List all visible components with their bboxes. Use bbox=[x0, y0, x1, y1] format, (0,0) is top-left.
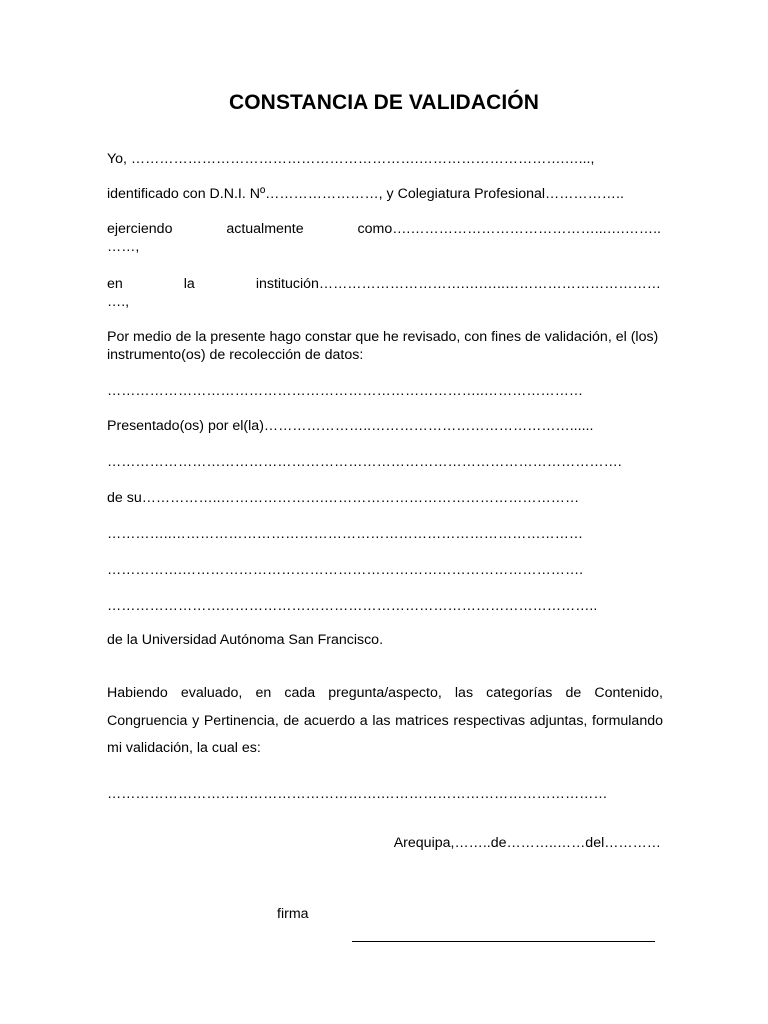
line-universidad: de la Universidad Autónoma San Francisco. bbox=[107, 632, 384, 648]
dotted-line-5: ………………………………………………………………………………………….. bbox=[107, 598, 598, 614]
line-ejerciendo-cont: ……, bbox=[107, 239, 140, 255]
paragraph-constar: Por medio de la presente hago constar que he revisado, con fines de validación, el (los) instrumento(os) de recolección de datos: bbox=[107, 329, 659, 363]
signature-label: firma bbox=[277, 906, 309, 922]
dotted-line-3: …………..…………………………………………………………………………… bbox=[107, 526, 584, 542]
line-yo: Yo, …………………………………………………….………………………….…..., bbox=[107, 151, 595, 167]
dotted-line-1: ……………………………………………………………………..………………… bbox=[107, 383, 584, 399]
line-institucion: en la institución………………………….….…..…………………………… bbox=[107, 276, 661, 292]
dotted-line-4: …………….…………………………………………………………………………. bbox=[107, 562, 584, 578]
dotted-line-2: ………………………………………………………………………………………………. bbox=[107, 454, 622, 470]
paragraph-habiendo: Habiendo evaluado, en cada pregunta/aspecto, las categorías de Contenido, Congruencia y Pertinencia, de acuerdo a las matrices respectivas adjuntas, formulando mi validación, la cual es: bbox=[107, 685, 663, 756]
line-dni: identificado con D.N.I. Nº……………………, y Colegiatura Profesional…………….. bbox=[107, 186, 624, 202]
line-institucion-cont: …., bbox=[107, 294, 130, 310]
place-date-line: Arequipa,……..de………..……del………… bbox=[393, 835, 661, 851]
document-title: CONSTANCIA DE VALIDACIÓN bbox=[228, 91, 539, 114]
signature-line bbox=[352, 941, 655, 942]
dotted-line-6: ………………………………………………….………………………………………… bbox=[107, 786, 608, 802]
line-presentado: Presentado(os) por el(la)…………………..……………………………………...... bbox=[107, 418, 594, 434]
line-ejerciendo: ejerciendo actualmente como….…………………………………...….…….. bbox=[107, 221, 661, 237]
line-de-su: de su……………..………………….……………………………………………… bbox=[107, 490, 580, 506]
